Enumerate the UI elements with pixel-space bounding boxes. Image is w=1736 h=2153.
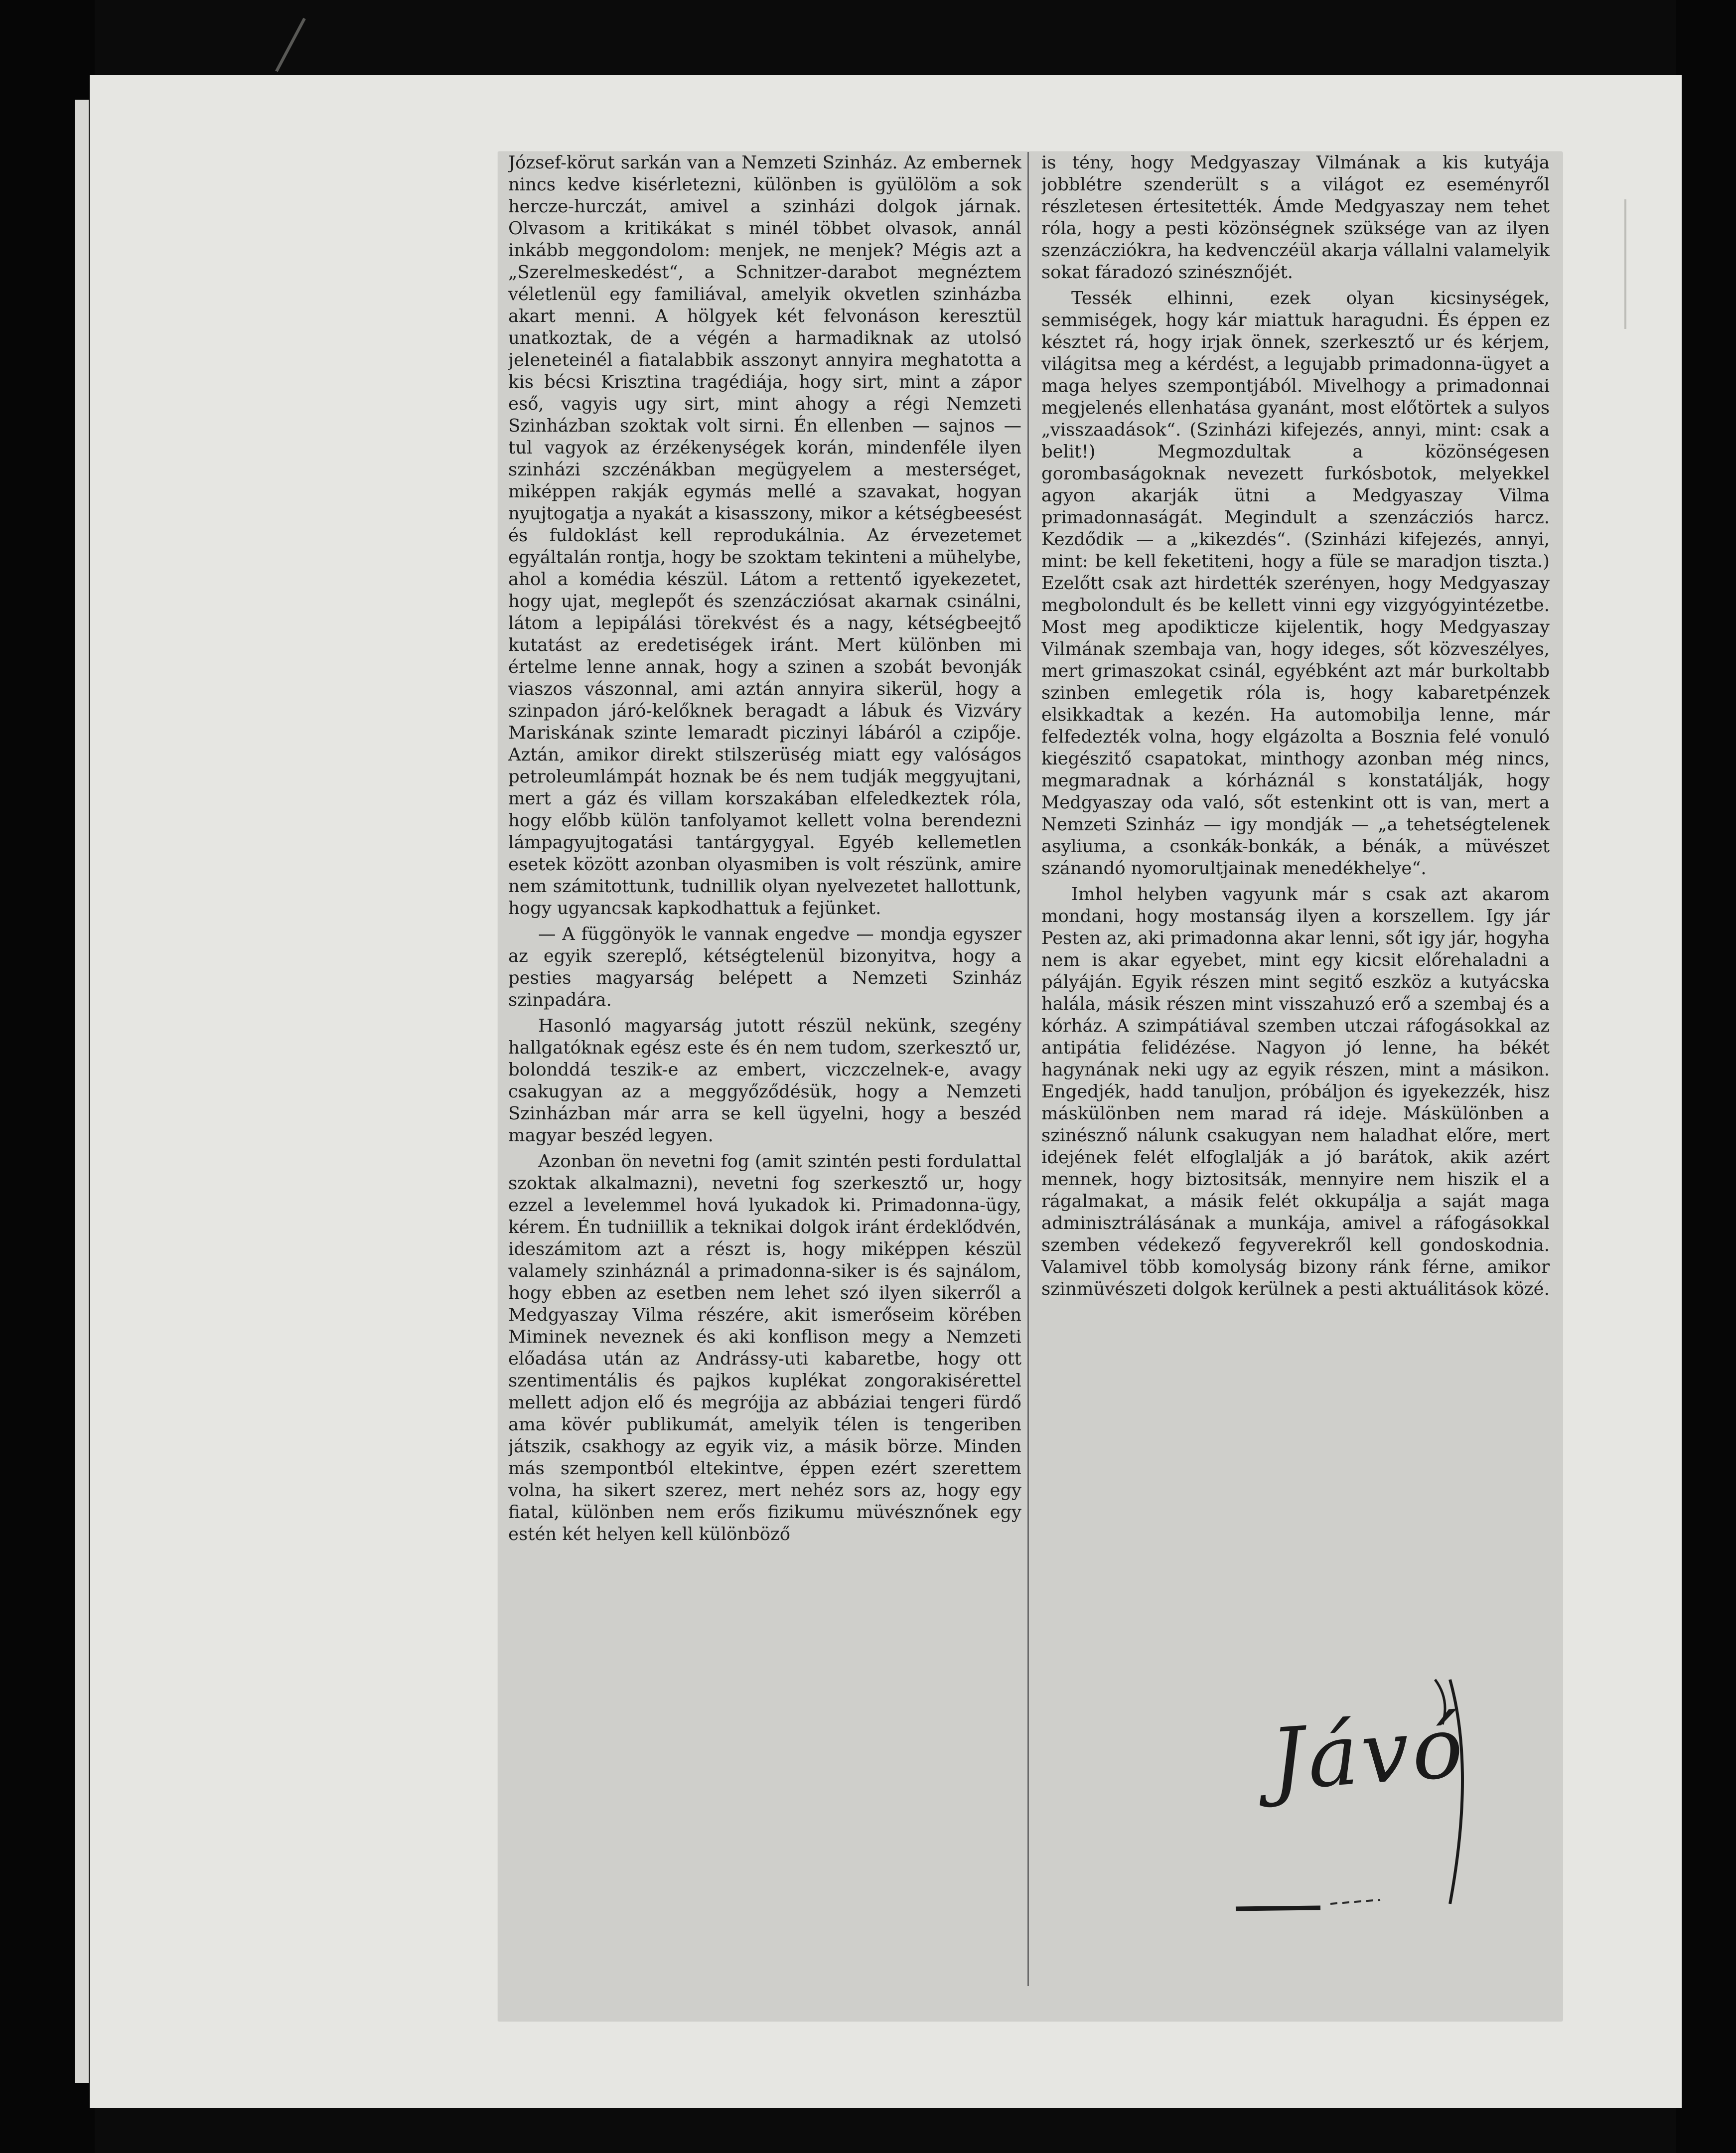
left-paragraph-1: József-körut sarkán van a Nemzeti Szinház. Az embernek nincs kedve kisérletezni, különben is gyülölöm a sok hercze-hurczát, amivel a szinházi dolgok járnak. Olvasom a kritikákat s minél többet olvasok, annál inkább meggondolom: menjek, ne menjek? Mégis azt a „Szerelmeskedést“, a Schnitzer-darabot megnéztem véletlenül egy familiával, amelyik okvetlen szinházba akart menni. A hölgyek két felvonáson keresztül unatkoztak, de a végén a harmadiknak az utolsó jeleneteinél a fiatalabbik asszonyt annyira meghatotta a kis bécsi Krisztina tragédiája, hogy sirt, mint a zápor eső, vagyis ugy sirt, mint ahogy a régi Nemzeti Szinházban szoktak volt sirni. Én ellenben — sajnos — tul vagyok az érzékenységek korán, mindenféle ilyen szinházi szczénákban megügyelem a mesterséget, miképpen rakják egymás mellé a szavakat, hogyan nyujtogatja a nyakát a kisasszony, mikor a kétségbeesést és fuldoklást kell reprodukálnia. Az érvezetemet egyáltalán rontja, hogy be szoktam tekinteni a mühelybe, ahol a komédia készül. Látom a rettentő igyekezetet, hogy ujat, meglepőt és szenzácziósat akarnak csinálni, látom a lepipálási törekvést és a nagy, kétségbeejtő kutatást az eredetiségek iránt. Mert különben mi értelme lenne annak, hogy a szinen a szobát bevonják viaszos vászonnal, ami aztán annyira sikerül, hogy a szinpadon járó-kelőknek beragadt a lábuk és Vizváry Mariskának szinte lemaradt piczinyi lábáról a czipője. Aztán, amikor direkt stilszerüség miatt egy valóságos petroleumlámpát hoznak be és nem tudják meggyujtani, mert a gáz és villam korszakában elfeledkeztek róla, hogy előbb külön tanfolyamot kellett volna berendezni lámpagyujtogatási tantárgygyal. Egyéb kellemetlen esetek között azonban olyasmiben is volt részünk, amire nem számitottunk, tudnillik olyan nyelvezetet hallottunk, hogy ugyancsak kapkodhattuk a fejünket.: [508, 153, 1021, 919]
left-paragraph-2: — A függönyök le vannak engedve — mondja egyszer az egyik szereplő, kétségtelenül bizonyitva, hogy a pesties magyarság belépett a Nemzeti Szinház szinpadára.: [508, 924, 1021, 1010]
film-scratch: [1624, 199, 1626, 329]
left-paragraph-4: Azonban ön nevetni fog (amit szintén pesti fordulattal szoktak alkalmazni), nevetni fog szerkesztő ur, hogy ezzel a levelemmel hová lyukadok ki. Primadonna-ügy, kérem. Én tudniillik a teknikai dolgok iránt érdeklődvén, ideszámitom azt a részt is, hogy miképpen készül valamely szinháznál a primadonna-siker is és sajnálom, hogy ebben az esetben nem lehet szó ilyen sikerről a Medgyaszay Vilma részére, akit ismerőseim körében Miminek neveznek és aki konflison megy a Nemzeti előadása után az Andrássy-uti kabaretbe, hogy ott szentimentális és pajkos kuplékat zongorakisérettel mellett adjon elő és megrójja az abbáziai tengeri fürdő ama kövér publikumát, amelyik télen is tengeriben játszik, csakhogy az egyik viz, a másik börze. Minden más szempontból eltekintve, éppen ezért szerettem volna, ha sikert szerez, mert nehéz sors az, hogy egy fiatal, különben nem erős fizikumu müvésznőnek egy estén két helyen kell különböző: [508, 1151, 1021, 1544]
signature-text: Jávó: [1267, 1697, 1469, 1810]
right-paragraph-2: Tessék elhinni, ezek olyan kicsinységek, semmiségek, hogy kár miattuk haragudni. És éppen ez késztet rá, hogy irjak önnek, szerkesztő ur és kérjem, világitsa meg a kérdést, a legujabb primadonna-ügyet a maga helyes szempontjából. Mivelhogy a primadonnai megjelenés ellenhatása gyanánt, most előtörtek a sulyos „visszaadások“. (Szinházi kifejezés, annyi, mint: csak a belit!) Megmozdultak a közönségesen gorombaságoknak nevezett furkósbotok, melyekkel agyon akarják ütni a Medgyaszay Vilma primadonnaságát. Megindult a szenzácziós harcz. Kezdődik — a „kikezdés“. (Szinházi kifejezés, annyi, mint: be kell feketiteni, hogy a füle se maradjon tiszta.) Ezelőtt csak azt hirdették szerényen, hogy Medgyaszay megbolondult és be kellett vinni egy vizgyógyintézetbe. Most meg apodikticze kijelentik, hogy Medgyaszay Vilmának szembaja van, hogy ideges, sőt közveszélyes, mert grimaszokat csinál, egyébként azt már burkoltabb szinben emlegetik róla is, hogy kabaretpénzek elsikkadtak a kezén. Ha automobilja lenne, már felfedezték volna, hogy elgázolta a Bosznia felé vonuló kiegészitő csapatokat, minthogy azonban még nincs, megmaradnak a kórháznál s konstatálják, hogy Medgyaszay oda való, sőt estenkint ott is van, mert a Nemzeti Szinház — igy mondják — „a tehetségtelenek asyliuma, a csonkák-bonkák, a bénák, a müvészet szánandó nyomorultjainak menedékhelye“.: [1041, 288, 1550, 879]
left-column: [508, 152, 1021, 1986]
column-divider: [1027, 152, 1029, 1986]
handwritten-signature: [1216, 1670, 1495, 1939]
left-paragraph-3: Hasonló magyarság jutott részül nekünk, szegény hallgatóknak egész este és én nem tudom, szerkesztő ur, bolonddá teszik-e az embert, viczczelnek-e, avagy csakugyan az a meggyőződésük, hogy a Nemzeti Szinházban már arra se kell ügyelni, hogy a beszéd magyar beszéd legyen.: [508, 1016, 1021, 1146]
right-paragraph-3: Imhol helyben vagyunk már s csak azt akarom mondani, hogy mostanság ilyen a korszellem. Igy jár Pesten az, aki primadonna akar lenni, sőt igy jár, hogyha nem is akar egyebet, mint egy kicsit előrehaladni a pályáján. Egyik részen mint segitő eszköz a kutyácska halála, másik részen mint visszahuzó erő a szembaj és a kórház. A szimpátiával szemben utczai ráfogásokkal az antipátia felidézése. Nagyon jó lenne, ha békét hagynának neki ugy az egyik részen, mint a másikon. Engedjék, hadd tanuljon, próbáljon és igyekezzék, hisz máskülönben nem marad rá ideje. Máskülönben a szinésznő nálunk csakugyan nem haladhat előre, mert idejének felét elfoglalják a jó barátok, akik azért mennek, hogy biztositsák, mennyire nem hiszik el a rágalmakat, a másik felét okkupálja a saját maga adminisztrálásának a munkája, amivel a ráfogásokkal szemben védekező fegyverekről kell gondoskodnia. Valamivel több komolyság bizony ránk férne, amikor szinmüvészeti dolgok kerülnek a pesti aktuálitások közé.: [1041, 884, 1550, 1299]
right-paragraph-1: is tény, hogy Medgyaszay Vilmának a kis kutyája jobblétre szenderült s a világot ez eseményről részletesen értesitették. Ámde Medgyaszay nem tehet róla, hogy a pesti közönségnek szüksége van az ilyen szenzácziókra, ha kedvenczéül akarja vállalni valamelyik sokat fáradozó szinésznőjét.: [1041, 153, 1550, 283]
film-scratch: [275, 18, 306, 72]
sheet-edge: [75, 100, 89, 2083]
film-border-right: [1676, 0, 1736, 2153]
